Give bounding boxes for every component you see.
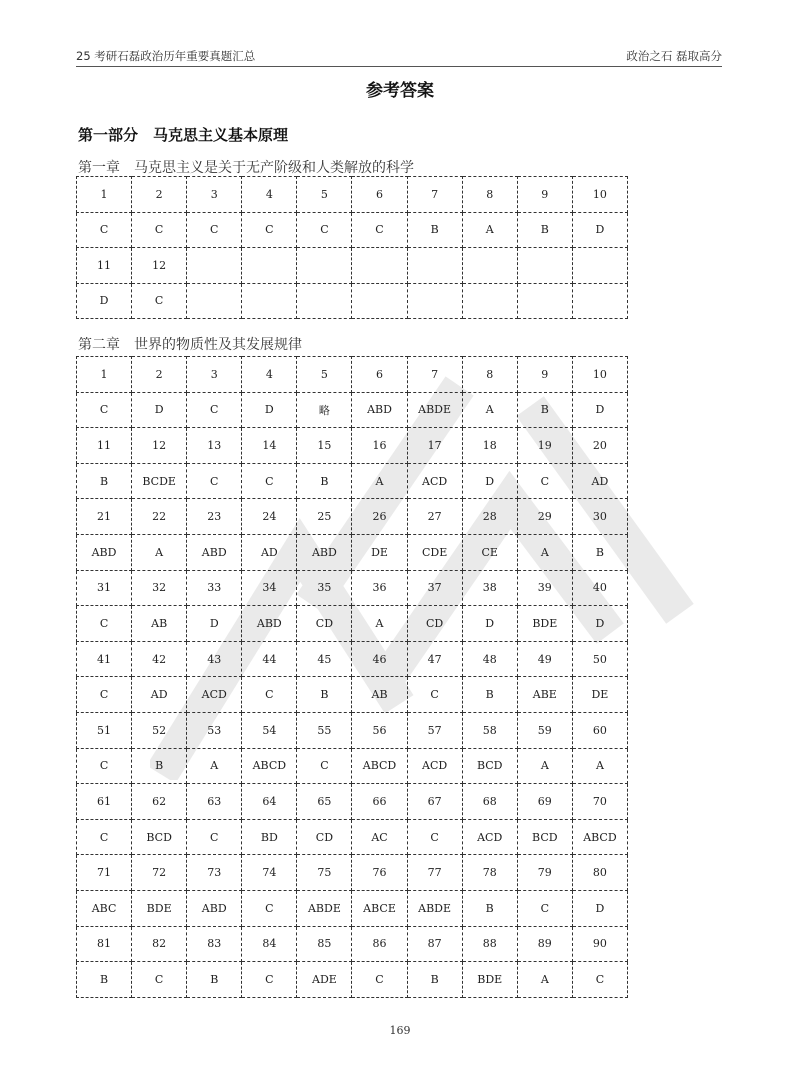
- header-right-text: 政治之石 磊取高分: [626, 49, 722, 63]
- part-title: 第一部分 马克思主义基本原理: [78, 126, 289, 144]
- question-number-cell: 59: [517, 712, 572, 748]
- answer-cell: D: [132, 392, 187, 428]
- answer-cell: AB: [352, 677, 407, 713]
- answer-cell: D: [462, 463, 517, 499]
- answer-cell: ACD: [462, 819, 517, 855]
- answer-cell: [187, 283, 242, 319]
- answer-cell: C: [352, 962, 407, 998]
- answer-cell: D: [572, 212, 627, 248]
- answer-cell: C: [187, 819, 242, 855]
- question-number-cell: 6: [352, 357, 407, 393]
- question-number-cell: 44: [242, 641, 297, 677]
- question-number-cell: 81: [77, 926, 132, 962]
- question-number-cell: 52: [132, 712, 187, 748]
- answer-cell: D: [187, 606, 242, 642]
- answer-cell: BDE: [462, 962, 517, 998]
- question-number-cell: 89: [517, 926, 572, 962]
- question-number-cell: 53: [187, 712, 242, 748]
- question-number-cell: 66: [352, 784, 407, 820]
- question-number-cell: 86: [352, 926, 407, 962]
- question-number-cell: 75: [297, 855, 352, 891]
- question-number-cell: 90: [572, 926, 627, 962]
- answer-cell: A: [462, 212, 517, 248]
- answer-cell: B: [462, 677, 517, 713]
- answer-cell: ACD: [407, 748, 462, 784]
- page-title: 参考答案: [366, 81, 434, 101]
- question-number-cell: 87: [407, 926, 462, 962]
- answer-cell: ABDE: [407, 890, 462, 926]
- answer-cell: B: [407, 212, 462, 248]
- answer-cell: ABD: [77, 534, 132, 570]
- question-number-cell: 12: [132, 248, 187, 284]
- answer-cell: C: [297, 748, 352, 784]
- question-number-cell: 76: [352, 855, 407, 891]
- answer-cell: BCD: [132, 819, 187, 855]
- question-number-cell: 54: [242, 712, 297, 748]
- answer-cell: D: [572, 890, 627, 926]
- question-number-cell: 5: [297, 177, 352, 213]
- chapter-2-answer-table: [76, 356, 628, 998]
- question-number-row: [77, 177, 628, 213]
- question-number-cell: 88: [462, 926, 517, 962]
- answer-cell: 略: [297, 392, 352, 428]
- answer-cell: B: [517, 392, 572, 428]
- answer-cell: AD: [242, 534, 297, 570]
- answer-cell: [572, 283, 627, 319]
- question-number-cell: 41: [77, 641, 132, 677]
- answer-cell: A: [187, 748, 242, 784]
- answer-cell: ABCD: [352, 748, 407, 784]
- question-number-cell: 8: [462, 177, 517, 213]
- question-number-cell: 17: [407, 428, 462, 464]
- answer-cell: CD: [407, 606, 462, 642]
- answer-cell: C: [77, 606, 132, 642]
- header-left-text: 25 考研石磊政治历年重要真题汇总: [76, 49, 256, 63]
- answer-cell: ABD: [352, 392, 407, 428]
- answer-cell: A: [352, 606, 407, 642]
- answer-cell: A: [462, 392, 517, 428]
- answer-cell: ADE: [297, 962, 352, 998]
- answer-cell: ABE: [517, 677, 572, 713]
- answer-cell: ACD: [187, 677, 242, 713]
- question-number-cell: 39: [517, 570, 572, 606]
- question-number-cell: [517, 248, 572, 284]
- question-number-cell: 4: [242, 357, 297, 393]
- answer-cell: CD: [297, 606, 352, 642]
- answer-cell: C: [132, 212, 187, 248]
- answer-cell: CDE: [407, 534, 462, 570]
- answer-cell: ABD: [187, 534, 242, 570]
- question-number-cell: [572, 248, 627, 284]
- answer-cell: [462, 283, 517, 319]
- question-number-cell: 18: [462, 428, 517, 464]
- question-number-cell: 3: [187, 357, 242, 393]
- question-number-cell: 56: [352, 712, 407, 748]
- answer-cell: C: [77, 748, 132, 784]
- question-number-cell: 14: [242, 428, 297, 464]
- answer-cell: C: [77, 677, 132, 713]
- question-number-cell: 22: [132, 499, 187, 535]
- question-number-row: [77, 855, 628, 891]
- answer-cell: ABDE: [297, 890, 352, 926]
- question-number-cell: 45: [297, 641, 352, 677]
- answer-cell: ABCD: [242, 748, 297, 784]
- question-number-cell: 79: [517, 855, 572, 891]
- question-number-cell: 34: [242, 570, 297, 606]
- answer-row: [77, 819, 628, 855]
- question-number-cell: 69: [517, 784, 572, 820]
- question-number-row: [77, 570, 628, 606]
- answer-cell: ABCD: [572, 819, 627, 855]
- question-number-cell: 63: [187, 784, 242, 820]
- answer-cell: C: [242, 890, 297, 926]
- answer-cell: AD: [572, 463, 627, 499]
- answer-cell: C: [572, 962, 627, 998]
- answer-row: [77, 677, 628, 713]
- answer-cell: ABCE: [352, 890, 407, 926]
- answer-cell: C: [407, 819, 462, 855]
- question-number-cell: 10: [572, 177, 627, 213]
- question-number-row: [77, 712, 628, 748]
- answer-cell: DE: [572, 677, 627, 713]
- question-number-cell: 7: [407, 357, 462, 393]
- question-number-cell: 85: [297, 926, 352, 962]
- question-number-cell: 62: [132, 784, 187, 820]
- question-number-cell: 51: [77, 712, 132, 748]
- question-number-cell: 80: [572, 855, 627, 891]
- question-number-cell: [407, 248, 462, 284]
- question-number-cell: 43: [187, 641, 242, 677]
- answer-cell: A: [572, 748, 627, 784]
- answer-cell: C: [187, 463, 242, 499]
- question-number-cell: 4: [242, 177, 297, 213]
- question-number-cell: 37: [407, 570, 462, 606]
- question-number-row: [77, 248, 628, 284]
- answer-cell: AD: [132, 677, 187, 713]
- answer-cell: C: [242, 962, 297, 998]
- answer-cell: B: [407, 962, 462, 998]
- question-number-cell: 65: [297, 784, 352, 820]
- question-number-row: [77, 926, 628, 962]
- question-number-cell: 2: [132, 177, 187, 213]
- question-number-cell: [462, 248, 517, 284]
- question-number-cell: 11: [77, 248, 132, 284]
- answer-cell: C: [187, 212, 242, 248]
- question-number-cell: 13: [187, 428, 242, 464]
- question-number-row: [77, 641, 628, 677]
- answer-cell: ACD: [407, 463, 462, 499]
- chapter-2-title: 第二章 世界的物质性及其发展规律: [78, 337, 302, 353]
- answer-cell: AC: [352, 819, 407, 855]
- question-number-row: [77, 428, 628, 464]
- question-number-cell: 1: [77, 357, 132, 393]
- answer-cell: D: [462, 606, 517, 642]
- question-number-cell: 3: [187, 177, 242, 213]
- answer-cell: D: [572, 392, 627, 428]
- question-number-cell: 78: [462, 855, 517, 891]
- answer-row: [77, 283, 628, 319]
- answer-cell: BD: [242, 819, 297, 855]
- question-number-cell: 10: [572, 357, 627, 393]
- question-number-cell: 58: [462, 712, 517, 748]
- question-number-cell: 68: [462, 784, 517, 820]
- question-number-cell: 60: [572, 712, 627, 748]
- answer-cell: C: [77, 212, 132, 248]
- question-number-cell: 12: [132, 428, 187, 464]
- question-number-cell: 67: [407, 784, 462, 820]
- question-number-cell: 29: [517, 499, 572, 535]
- question-number-cell: 57: [407, 712, 462, 748]
- question-number-cell: 2: [132, 357, 187, 393]
- question-number-cell: 36: [352, 570, 407, 606]
- answer-cell: AB: [132, 606, 187, 642]
- question-number-cell: 19: [517, 428, 572, 464]
- answer-cell: D: [572, 606, 627, 642]
- question-number-cell: 9: [517, 357, 572, 393]
- answer-row: [77, 463, 628, 499]
- question-number-cell: [242, 248, 297, 284]
- answer-row: [77, 890, 628, 926]
- answer-cell: A: [517, 962, 572, 998]
- question-number-cell: 27: [407, 499, 462, 535]
- question-number-cell: 26: [352, 499, 407, 535]
- answer-row: [77, 212, 628, 248]
- answer-cell: A: [517, 748, 572, 784]
- answer-cell: B: [77, 962, 132, 998]
- question-number-row: [77, 357, 628, 393]
- answer-cell: [297, 283, 352, 319]
- answer-cell: D: [77, 283, 132, 319]
- question-number-cell: 61: [77, 784, 132, 820]
- question-number-cell: 83: [187, 926, 242, 962]
- answer-cell: C: [77, 819, 132, 855]
- question-number-cell: 5: [297, 357, 352, 393]
- question-number-cell: 49: [517, 641, 572, 677]
- question-number-row: [77, 499, 628, 535]
- page-header: [76, 48, 722, 67]
- question-number-cell: 32: [132, 570, 187, 606]
- answer-cell: C: [132, 962, 187, 998]
- question-number-cell: 7: [407, 177, 462, 213]
- question-number-cell: 70: [572, 784, 627, 820]
- answer-cell: ABD: [187, 890, 242, 926]
- answer-cell: ABC: [77, 890, 132, 926]
- answer-cell: B: [517, 212, 572, 248]
- question-number-cell: 74: [242, 855, 297, 891]
- question-number-cell: 55: [297, 712, 352, 748]
- question-number-cell: 9: [517, 177, 572, 213]
- answer-cell: BCDE: [132, 463, 187, 499]
- question-number-cell: [297, 248, 352, 284]
- answer-cell: C: [517, 890, 572, 926]
- answer-cell: ABD: [297, 534, 352, 570]
- answer-cell: B: [297, 677, 352, 713]
- answer-cell: C: [242, 212, 297, 248]
- answer-cell: ABD: [242, 606, 297, 642]
- answer-cell: C: [242, 463, 297, 499]
- question-number-cell: 1: [77, 177, 132, 213]
- chapter-1-answer-table: [76, 176, 628, 319]
- question-number-cell: 11: [77, 428, 132, 464]
- answer-cell: A: [517, 534, 572, 570]
- answer-cell: ABDE: [407, 392, 462, 428]
- answer-cell: [242, 283, 297, 319]
- answer-cell: CD: [297, 819, 352, 855]
- answer-cell: BDE: [132, 890, 187, 926]
- question-number-cell: 15: [297, 428, 352, 464]
- question-number-cell: 84: [242, 926, 297, 962]
- answer-cell: BCD: [462, 748, 517, 784]
- answer-cell: C: [132, 283, 187, 319]
- answer-cell: [517, 283, 572, 319]
- question-number-cell: 47: [407, 641, 462, 677]
- question-number-cell: 33: [187, 570, 242, 606]
- answer-cell: DE: [352, 534, 407, 570]
- question-number-cell: 72: [132, 855, 187, 891]
- question-number-cell: 25: [297, 499, 352, 535]
- answer-cell: B: [77, 463, 132, 499]
- question-number-cell: 50: [572, 641, 627, 677]
- answer-cell: C: [517, 463, 572, 499]
- question-number-cell: 71: [77, 855, 132, 891]
- question-number-cell: 73: [187, 855, 242, 891]
- answer-cell: A: [352, 463, 407, 499]
- question-number-cell: 82: [132, 926, 187, 962]
- answer-row: [77, 392, 628, 428]
- question-number-cell: 21: [77, 499, 132, 535]
- question-number-cell: [187, 248, 242, 284]
- answer-cell: D: [242, 392, 297, 428]
- question-number-cell: 20: [572, 428, 627, 464]
- answer-cell: [407, 283, 462, 319]
- question-number-cell: 31: [77, 570, 132, 606]
- answer-cell: C: [407, 677, 462, 713]
- answer-cell: A: [132, 534, 187, 570]
- answer-cell: C: [242, 677, 297, 713]
- question-number-cell: 46: [352, 641, 407, 677]
- answer-cell: B: [572, 534, 627, 570]
- answer-row: [77, 748, 628, 784]
- answer-cell: CE: [462, 534, 517, 570]
- question-number-row: [77, 784, 628, 820]
- answer-cell: C: [352, 212, 407, 248]
- answer-row: [77, 606, 628, 642]
- page-number: 169: [389, 1024, 411, 1037]
- answer-cell: B: [297, 463, 352, 499]
- question-number-cell: [352, 248, 407, 284]
- question-number-cell: 23: [187, 499, 242, 535]
- answer-cell: B: [132, 748, 187, 784]
- chapter-1-title: 第一章 马克思主义是关于无产阶级和人类解放的科学: [78, 160, 414, 176]
- question-number-cell: 6: [352, 177, 407, 213]
- answer-cell: C: [297, 212, 352, 248]
- question-number-cell: 16: [352, 428, 407, 464]
- question-number-cell: 35: [297, 570, 352, 606]
- answer-cell: [352, 283, 407, 319]
- question-number-cell: 40: [572, 570, 627, 606]
- question-number-cell: 42: [132, 641, 187, 677]
- question-number-cell: 64: [242, 784, 297, 820]
- answer-cell: BDE: [517, 606, 572, 642]
- question-number-cell: 38: [462, 570, 517, 606]
- answer-cell: B: [462, 890, 517, 926]
- question-number-cell: 77: [407, 855, 462, 891]
- answer-cell: C: [187, 392, 242, 428]
- question-number-cell: 24: [242, 499, 297, 535]
- question-number-cell: 8: [462, 357, 517, 393]
- answer-cell: B: [187, 962, 242, 998]
- answer-cell: BCD: [517, 819, 572, 855]
- question-number-cell: 30: [572, 499, 627, 535]
- answer-row: [77, 534, 628, 570]
- answer-row: [77, 962, 628, 998]
- answer-cell: C: [77, 392, 132, 428]
- question-number-cell: 28: [462, 499, 517, 535]
- question-number-cell: 48: [462, 641, 517, 677]
